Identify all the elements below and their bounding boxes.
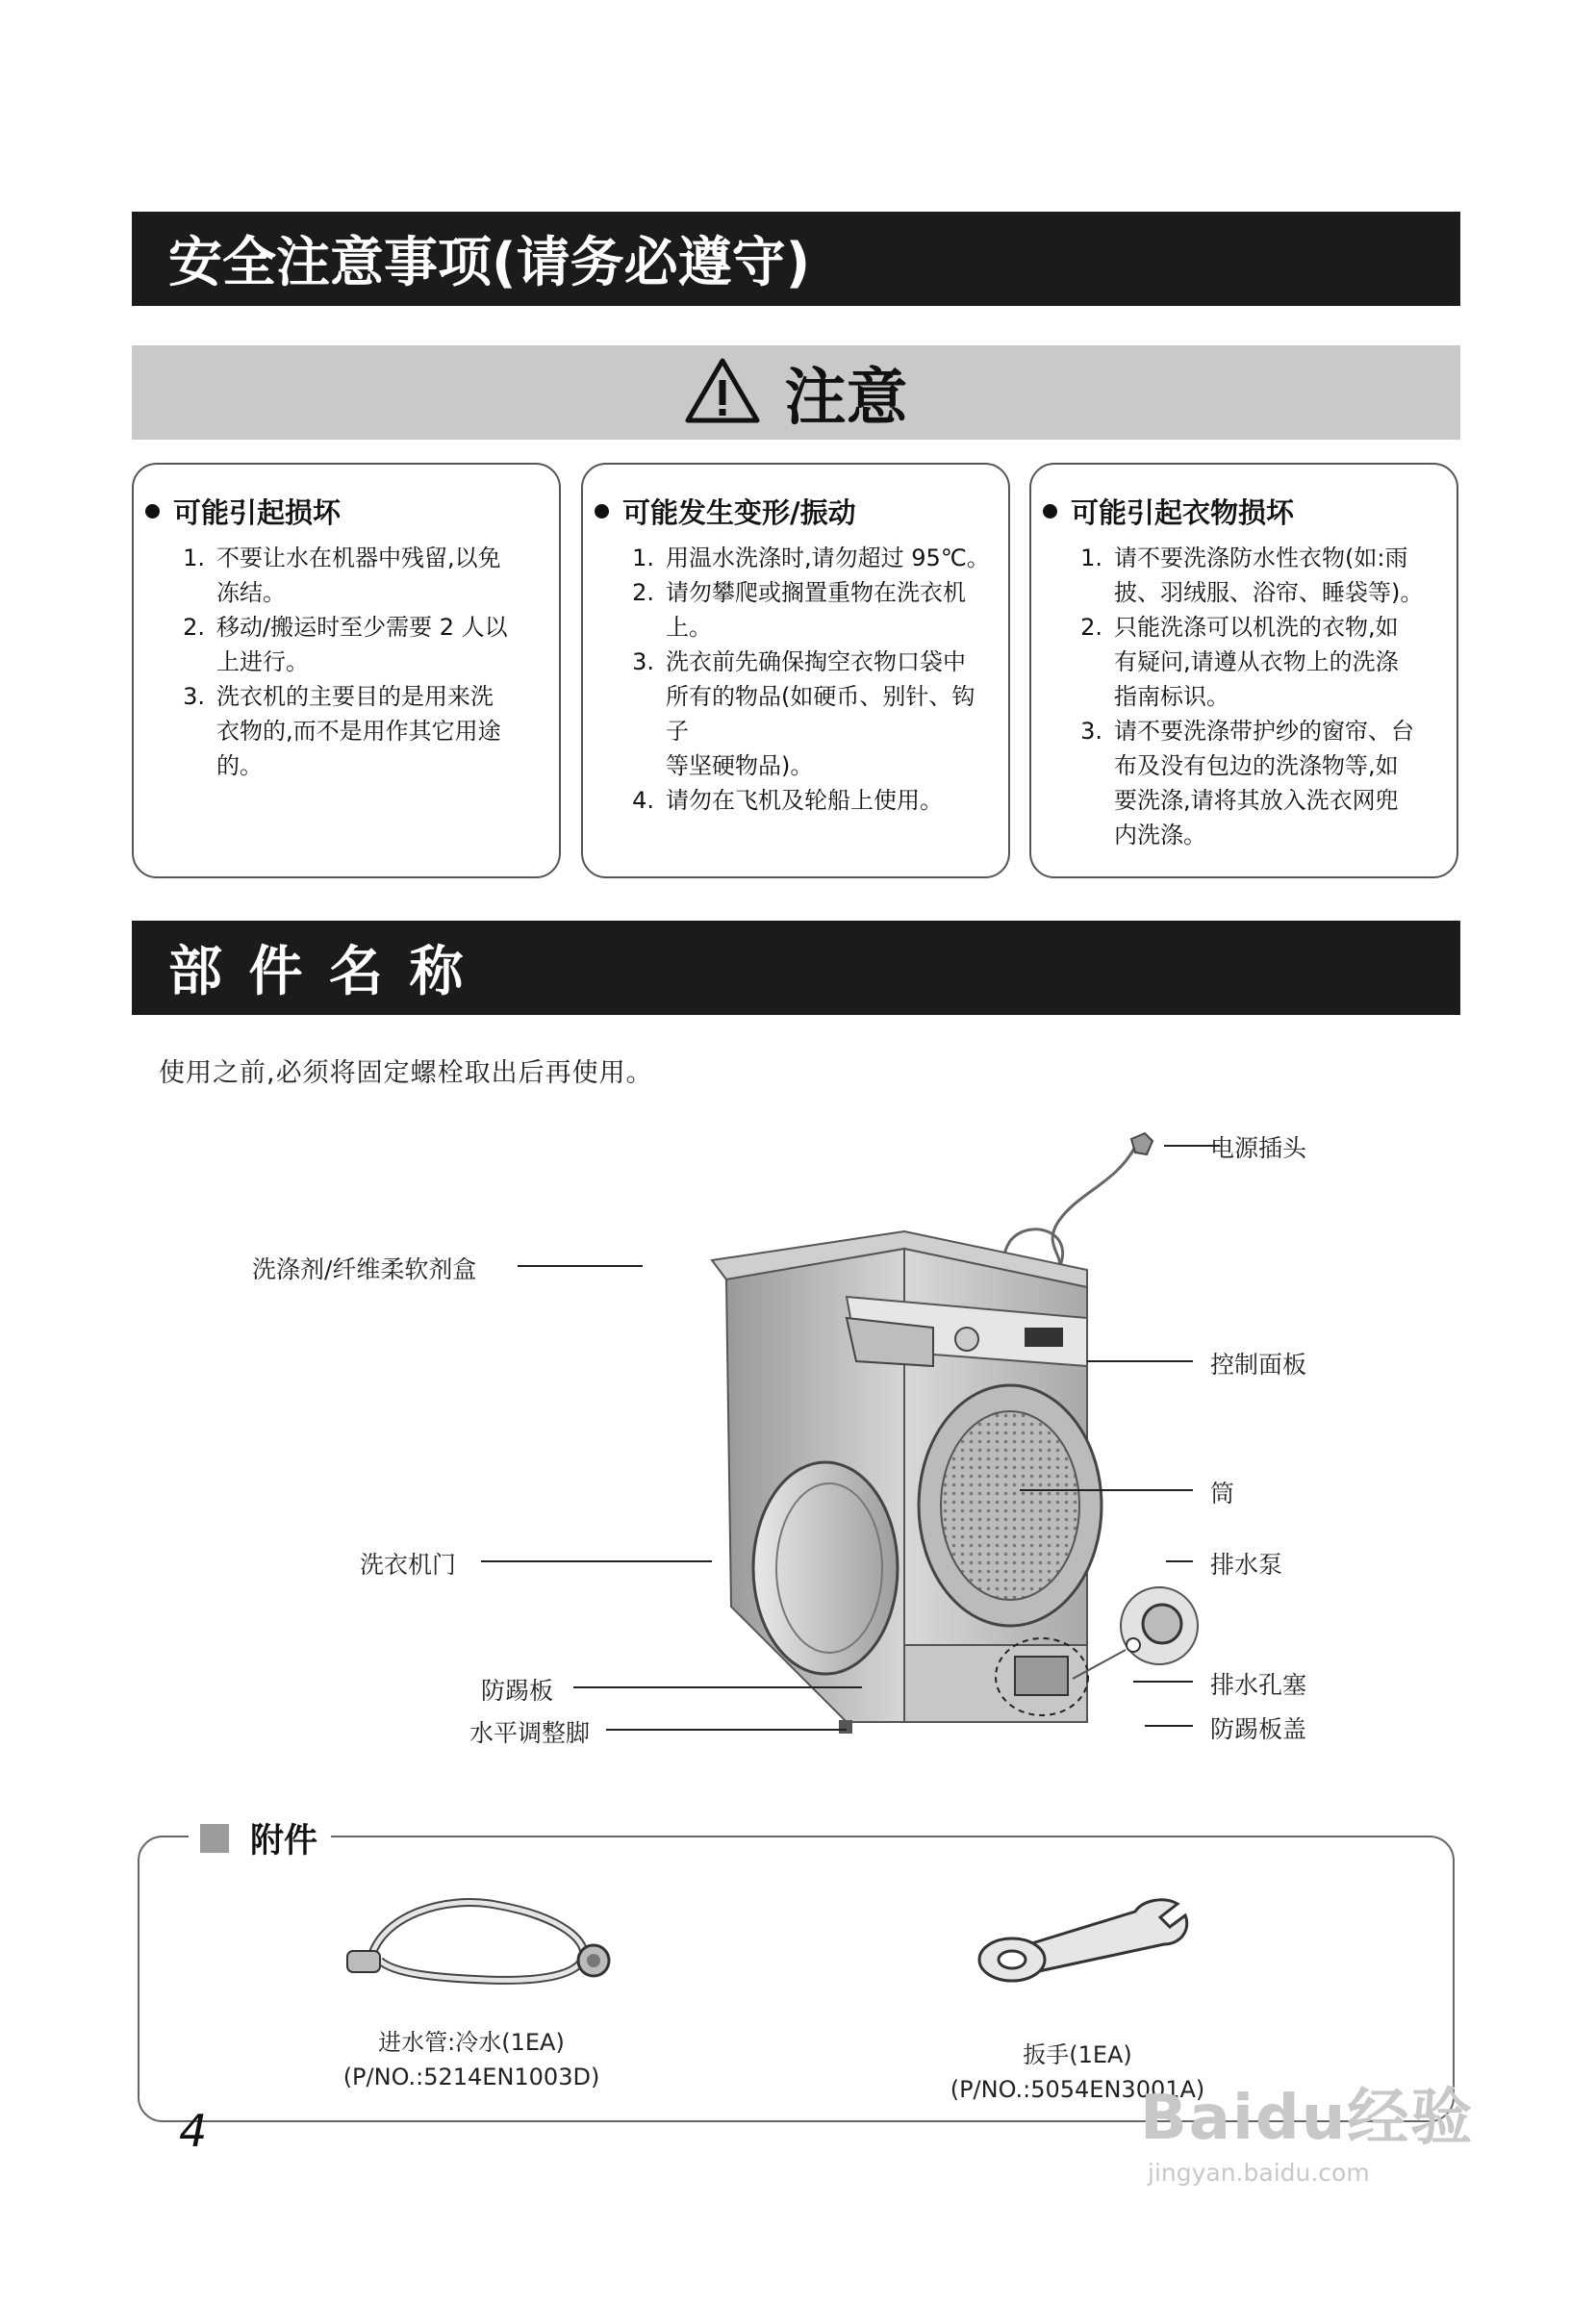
label-drain-plug: 排水孔塞 <box>1210 1671 1307 1699</box>
caution-box-deformation <box>581 463 1010 878</box>
caution-list <box>1043 541 1439 852</box>
label-kick-plate-cover: 防踢板盖 <box>1210 1715 1307 1743</box>
leader-line <box>518 1265 643 1267</box>
wrench-name: 扳手(1EA) <box>1023 2041 1132 2068</box>
wrench-part-number: (P/NO.:5054EN3001A) <box>950 2076 1205 2103</box>
bullet-icon <box>145 504 160 519</box>
list-item: 1. 不要让水在机器中残留,以免 冻结。 <box>183 545 501 606</box>
label-power-plug: 电源插头 <box>1210 1134 1307 1162</box>
baidu-watermark <box>1140 2068 1474 2187</box>
wrench-icon <box>972 1890 1193 1987</box>
leader-line <box>481 1560 712 1562</box>
list-item: 1. 请不要洗涤防水性衣物(如:雨 披、羽绒服、浴帘、睡袋等)。 <box>1080 545 1424 606</box>
accessories-heading: 附件 <box>189 1814 331 1862</box>
caution-box-clothing <box>1029 463 1458 878</box>
parts-title: 部 件 名 称 <box>168 941 468 1003</box>
watermark-url: jingyan.baidu.com <box>1148 2159 1370 2187</box>
label-drain-pump: 排水泵 <box>1210 1551 1283 1579</box>
list-item: 3. 洗衣前先确保掏空衣物口袋中 所有的物品(如硬币、别针、钩子 等坚硬物品)。 <box>632 648 975 779</box>
leader-line <box>1166 1560 1193 1562</box>
box-heading: 可能引起衣物损坏 <box>1043 492 1439 531</box>
caution-box-damage <box>132 463 561 878</box>
caution-list <box>145 541 542 783</box>
list-item: 3. 请不要洗涤带护纱的窗帘、台 布及没有包边的洗涤物等,如 要洗涤,请将其放入洗衣网兜 内洗涤。 <box>1080 718 1414 849</box>
list-item: 2. 只能洗涤可以机洗的衣物,如 有疑问,请遵从衣物上的洗涤 指南标识。 <box>1080 614 1399 710</box>
list-item: 3. 洗衣机的主要目的是用来洗 衣物的,而不是用作其它用途 的。 <box>183 683 501 779</box>
safety-title: 安全注意事项(请务必遵守) <box>168 232 811 294</box>
leader-line <box>1020 1489 1193 1491</box>
bullet-icon <box>595 504 609 519</box>
label-leveling-foot: 水平调整脚 <box>469 1719 591 1747</box>
bullet-icon <box>1043 504 1057 519</box>
label-drum: 筒 <box>1210 1480 1235 1507</box>
box-heading: 可能发生变形/振动 <box>595 492 991 531</box>
label-control-panel: 控制面板 <box>1210 1351 1307 1379</box>
hose-caption <box>308 2025 635 2094</box>
watermark-brand: Baidu经验 <box>1140 2083 1475 2154</box>
page-number: 4 <box>179 2105 208 2157</box>
leader-line <box>606 1729 847 1731</box>
parts-intro: 使用之前,必须将固定螺栓取出后再使用。 <box>159 1058 653 1088</box>
washing-machine-illustration <box>577 1126 1231 1760</box>
list-item: 2. 移动/搬运时至少需要 2 人以 上进行。 <box>183 614 508 675</box>
hose-part-number: (P/NO.:5214EN1003D) <box>342 2064 600 2090</box>
caution-title: 注意 <box>784 363 908 434</box>
label-kick-plate: 防踢板 <box>481 1677 554 1705</box>
leader-line <box>1133 1681 1193 1683</box>
leader-line <box>573 1686 862 1688</box>
list-item: 4. 请勿在飞机及轮船上使用。 <box>632 787 943 814</box>
inlet-hose-icon <box>342 1886 630 2001</box>
label-detergent-box: 洗涤剂/纤维柔软剂盒 <box>252 1255 477 1283</box>
parts-section-header <box>132 921 1460 1015</box>
list-item: 1. 用温水洗涤时,请勿超过 95℃。 <box>632 545 990 571</box>
hose-name: 进水管:冷水(1EA) <box>378 2029 565 2056</box>
caution-banner <box>132 345 1460 440</box>
label-door: 洗衣机门 <box>360 1551 457 1579</box>
box-heading: 可能引起损坏 <box>145 492 542 531</box>
square-bullet-icon <box>200 1824 229 1853</box>
leader-line <box>1087 1360 1193 1362</box>
caution-list <box>595 541 991 818</box>
power-plug-icon <box>1131 1133 1153 1154</box>
safety-section-header <box>132 212 1460 306</box>
warning-triangle-icon <box>685 357 760 428</box>
leader-line <box>1145 1725 1193 1727</box>
list-item: 2. 请勿攀爬或搁置重物在洗衣机 上。 <box>632 579 966 641</box>
